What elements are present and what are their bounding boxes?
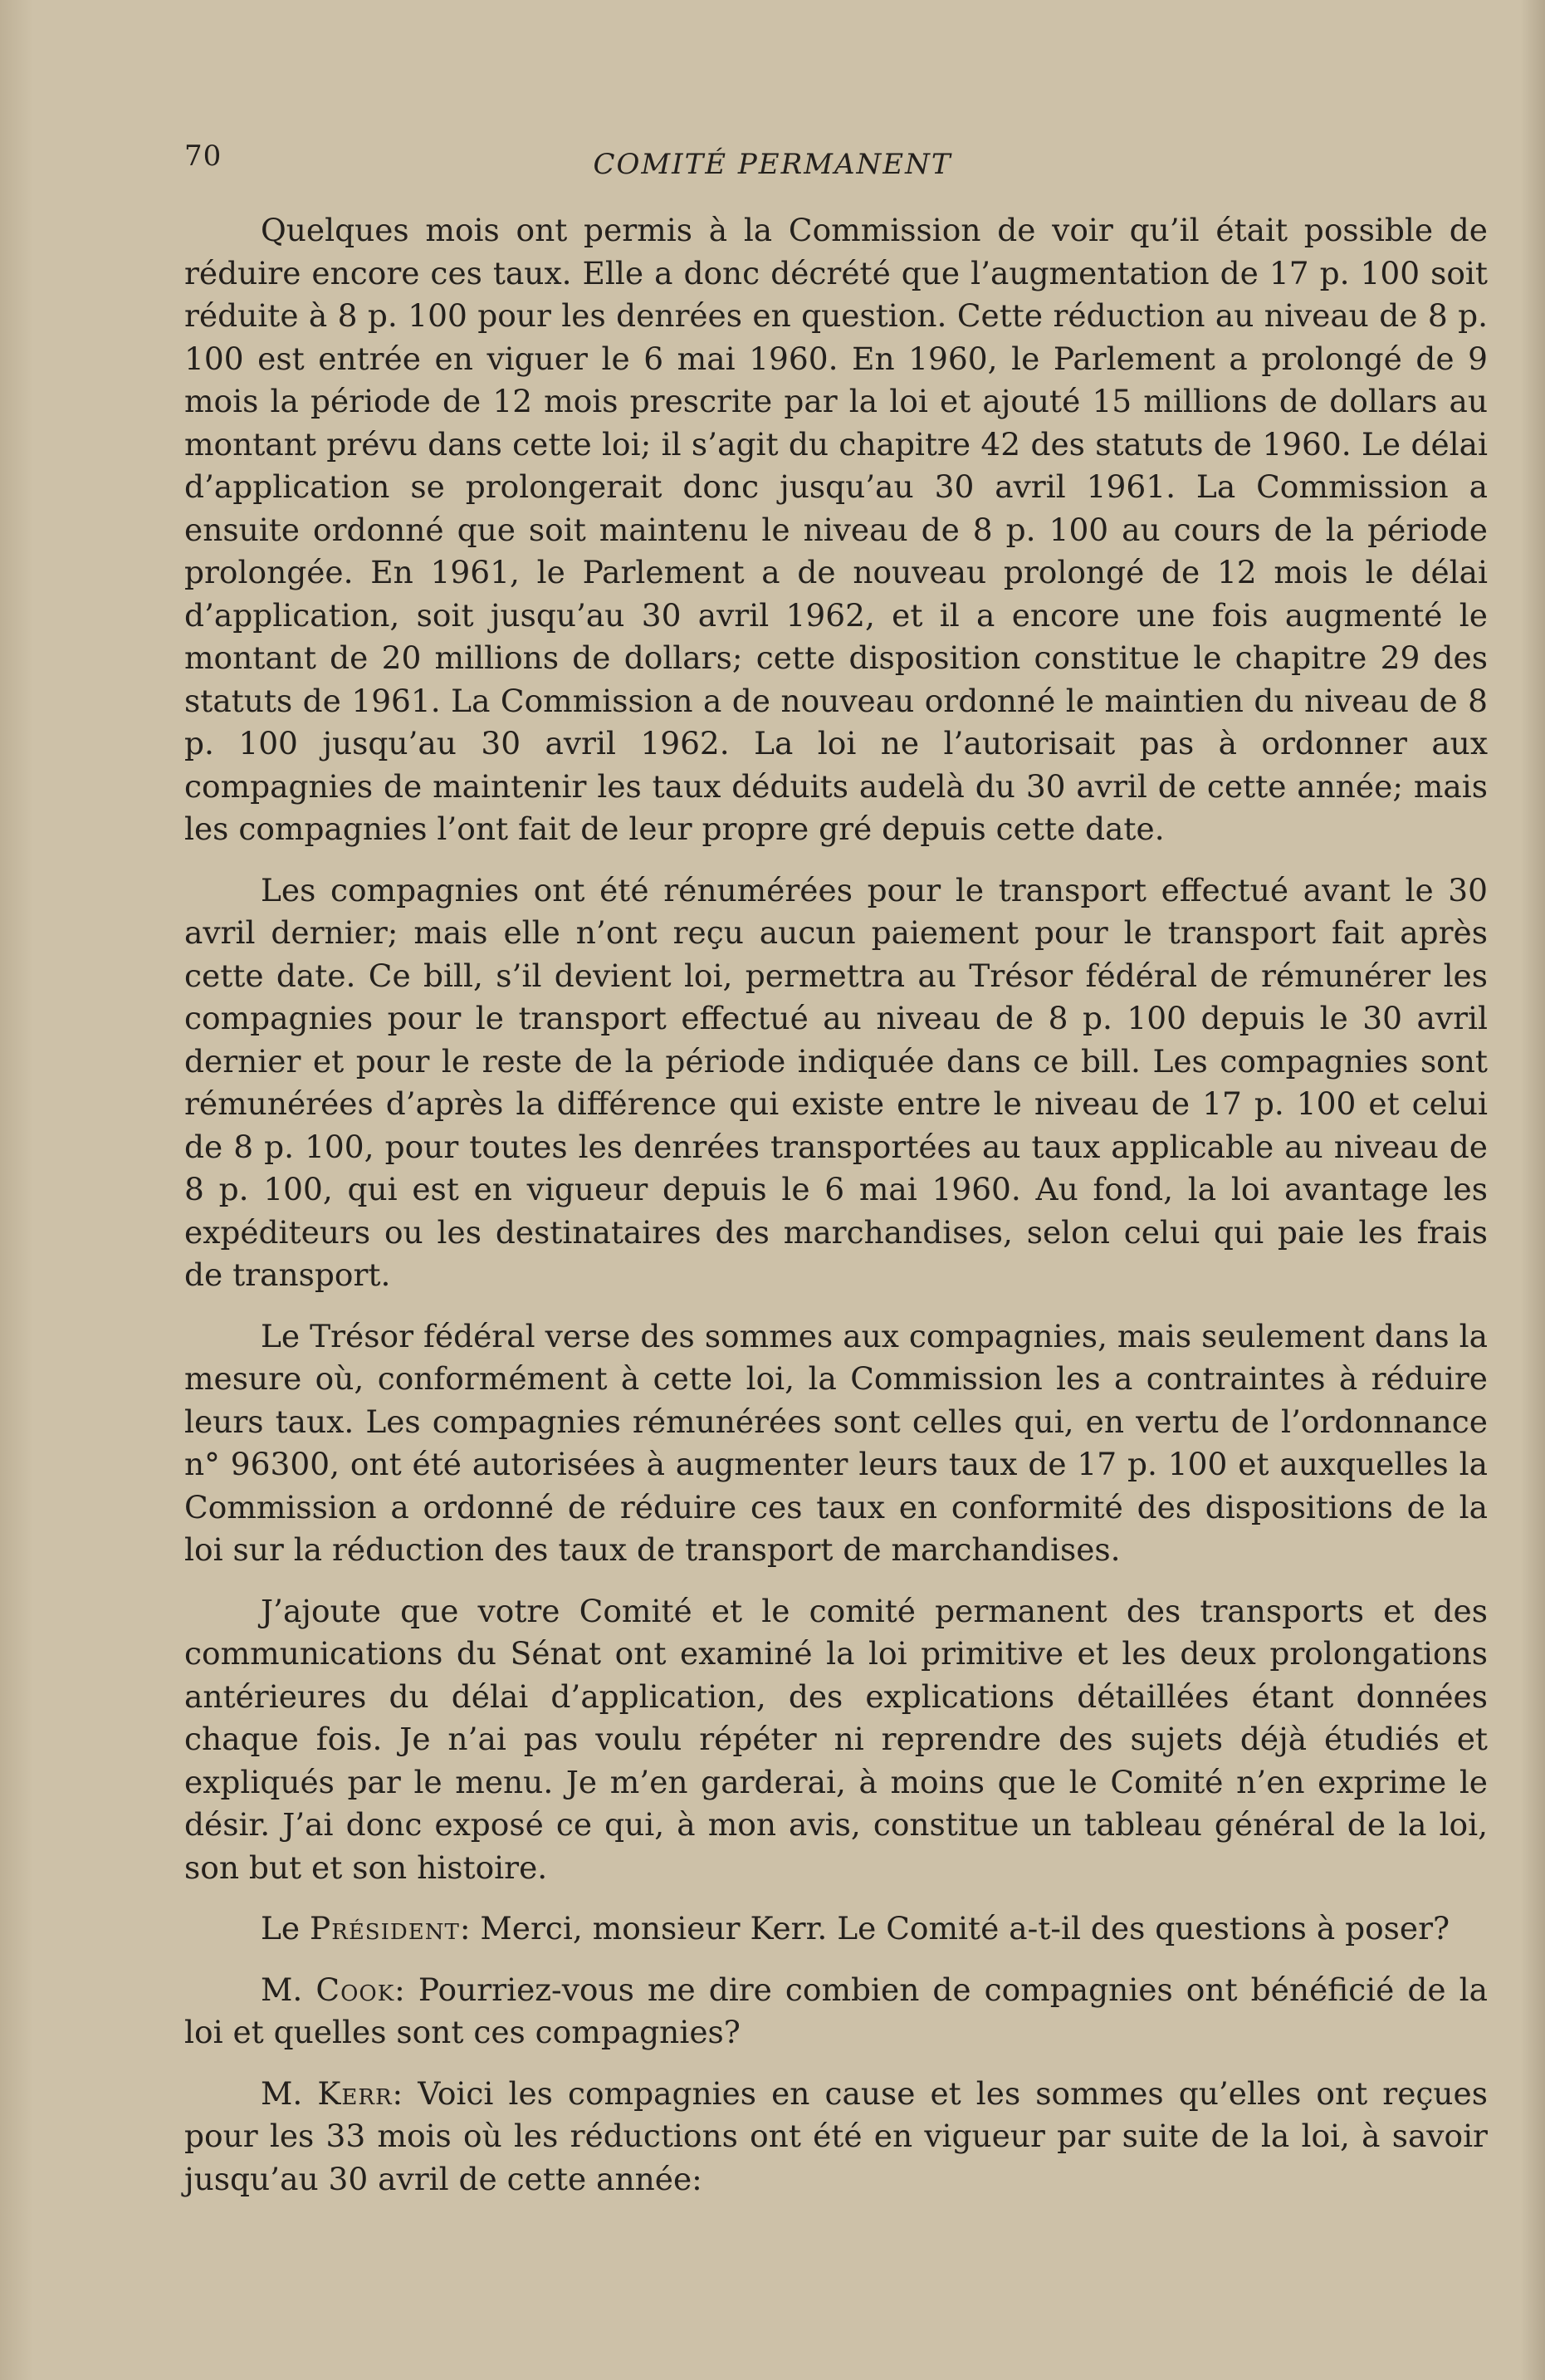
speaker-name: Cook bbox=[315, 1971, 395, 2008]
dialogue-text: Voici les compagnies en cause et les sommes qu’elles ont reçues pour les 33 mois où les réductions ont été en vigueur par suite de la loi, à savoir jusqu’au 30 avril de cette année: bbox=[184, 2074, 1488, 2197]
running-title: COMITÉ PERMANENT bbox=[593, 148, 952, 181]
dialogue-cook: M. Cook: Pourriez-vous me dire combien de compagnies ont bénéficié de la loi et quelles sont ces compagnies? bbox=[184, 1971, 1488, 2050]
dialogue-president: Le Président: Merci, monsieur Kerr. Le Comité a-t-il des questions à poser? bbox=[261, 1910, 1450, 1947]
speaker-prefix: M. bbox=[261, 2074, 318, 2112]
speaker-name: Président bbox=[310, 1910, 460, 1947]
paragraph-1: Quelques mois ont permis à la Commission de voir qu’il était possible de réduire encore ces taux. Elle a donc décrété que l’augmentation de 17 p. 100 soit réduite à 8 p. 100 pour les denrées en question. Cette réduction au niveau de 8 p. 100 est entrée en viguer le 6 mai 1960. En 1960, le Parlement a prolongé de 9 mois la période de 12 mois prescrite par la loi et ajouté 15 millions de dollars au montant prévu dans cette loi; il s’agit du chapitre 42 des statuts de 1960. Le délai d’application se prolongerait donc jusqu’au 30 avril 1961. La Commission a ensuite ordonné que soit maintenu le niveau de 8 p. 100 au cours de la période prolongée. En 1961, le Parlement a de nouveau prolongé de 12 mois le délai d’application, soit jusqu’au 30 avril 1962, et il a encore une fois augmenté le montant de 20 millions de dollars; cette disposition constitue le chapitre 29 des statuts de 1961. La Commission a de nouveau ordonné le maintien du niveau de 8 p. 100 jusqu’au 30 avril 1962. La loi ne l’autorisait pas à ordonner aux compagnies de maintenir les taux déduits audelà du 30 avril de cette année; mais les compagnies l’ont fait de leur propre gré depuis cette date. bbox=[184, 212, 1488, 847]
paragraph-2: Les compagnies ont été rénumérées pour le transport effectué avant le 30 avril dernier; mais elle n’ont reçu aucun paiement pour le transport fait après cette date. Ce bill, s’il devient loi, permettra au Trésor fédéral de rémunérer les compagnies pour le transport effectué au niveau de 8 p. 100 depuis le 30 avril dernier et pour le reste de la période indiquée dans ce bill. Les compagnies sont rémunérées d’après la différence qui existe entre le niveau de 17 p. 100 et celui de 8 p. 100, pour toutes les denrées transportées au taux applicable au niveau de 8 p. 100, qui est en vigueur depuis le 6 mai 1960. Au fond, la loi avantage les expéditeurs ou les destinataires des marchandises, selon celui qui paie les frais de transport. bbox=[184, 871, 1488, 1293]
paragraph-3: Le Trésor fédéral verse des sommes aux compagnies, mais seulement dans la mesure où, conformément à cette loi, la Commission les a contraintes à réduire leurs taux. Les compagnies rémunérées sont celles qui, en vertu de l’ordonnance n° 96300, ont été autorisées à augmenter leurs taux de 17 p. 100 et auxquelles la Commission a ordonné de réduire ces taux en conformité des dispositions de la loi sur la réduction des taux de transport de marchandises. bbox=[184, 1317, 1488, 1568]
paragraph-4: J’ajoute que votre Comité et le comité permanent des transports et des communications du Sénat ont examiné la loi primitive et les deux prolongations antérieures du délai d’application, des explications détaillées étant données chaque fois. Je n’ai pas voulu répéter ni reprendre des sujets déjà étudiés et expliqués par le menu. Je m’en garderai, à moins que le Comité n’en exprime le désir. J’ai donc exposé ce qui, à mon avis, constitue un tableau général de la loi, son but et son histoire. bbox=[184, 1592, 1488, 1886]
speaker-prefix: Le bbox=[261, 1910, 310, 1947]
speaker-prefix: M. bbox=[261, 1971, 316, 2008]
body-text bbox=[184, 209, 1488, 2219]
dialogue-text: Pourriez-vous me dire combien de compagnies ont bénéficié de la loi et quelles sont ces compagnies? bbox=[184, 1971, 1488, 2050]
speaker-name: Kerr bbox=[317, 2074, 393, 2112]
page-number: 70 bbox=[184, 140, 222, 173]
dialogue-text: Merci, monsieur Kerr. Le Comité a-t-il des questions à poser? bbox=[480, 1910, 1450, 1947]
dialogue-kerr: M. Kerr: Voici les compagnies en cause et les sommes qu’elles ont reçues pour les 33 mois où les réductions ont été en vigueur par suite de la loi, à savoir jusqu’au 30 avril de cette année: bbox=[184, 2074, 1488, 2197]
